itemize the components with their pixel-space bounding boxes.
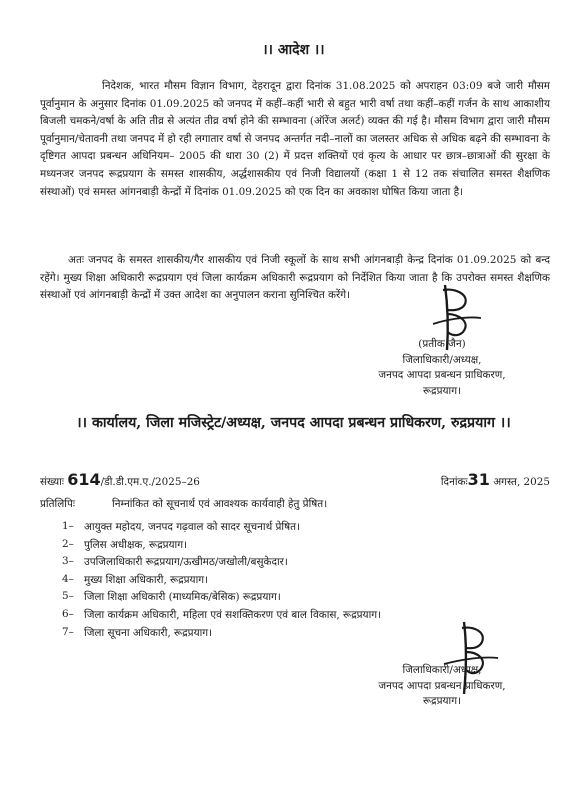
recipient-number: 5– xyxy=(62,590,74,603)
signatory-organization: जनपद आपदा प्रबन्धन प्राधिकरण, xyxy=(378,679,506,692)
list-item xyxy=(62,555,542,573)
reference-date-handwritten: 31 xyxy=(467,470,490,489)
recipient-text: मुख्य शिक्षा अधिकारी, रूद्रप्रयाग। xyxy=(84,573,209,586)
recipient-text: जिला कार्यक्रम अधिकारी, महिला एवं सशक्तिकरण एवं बाल विकास, रूद्रप्रयाग। xyxy=(84,608,382,621)
order-signature-block xyxy=(357,337,527,399)
recipient-text: उपजिलाधिकारी रूद्रप्रयाग/ऊखीमठ/जखोली/बसुकेदार। xyxy=(84,556,288,569)
list-item xyxy=(62,520,542,538)
office-heading: ।। कार्यालय, जिला मजिस्ट्रेट/अध्यक्ष, जनपद आपदा प्रबन्धन प्राधिकरण, रुद्रप्रयाग ।। xyxy=(76,415,511,431)
list-item xyxy=(62,573,542,591)
reference-date-label: दिनांकः xyxy=(440,476,468,488)
order-title: ।। आदेश ।। xyxy=(262,42,325,58)
reference-number-label: संख्याः xyxy=(40,476,64,488)
recipient-number: 6– xyxy=(62,607,74,620)
reference-number xyxy=(40,470,200,489)
recipient-number: 4– xyxy=(62,572,74,585)
list-item xyxy=(62,538,542,556)
recipient-text: जिला शिक्षा अधिकारी (माध्यमिक/बेसिक) रूद्रप्रयाग। xyxy=(84,591,281,604)
copy-signature-block xyxy=(357,663,527,710)
signatory-organization: जनपद आपदा प्रबन्धन प्राधिकरण, xyxy=(378,369,506,381)
reference-date-suffix: अगस्त, 2025 xyxy=(493,476,550,488)
signatory-place: रूद्रप्रयाग। xyxy=(422,384,461,397)
recipient-number: 2– xyxy=(62,537,74,550)
order-paragraph-2: अतः जनपद के समस्त शासकीय/गैर शासकीय एवं निजी स्कूलों के साथ सभी आंगनबाड़ी केन्द्र दिनांक 01.09.2025 को बन्द रहेंगे। मुख्य शिक्षा अधिकारी रूद्रप्रयाग एवं जिला कार्यक्रम अधिकारी रूद्रप्रयाग को निर्देशित किया जाता है कि उपरोक्त समस्त शैक्षणिक संस्थाओं एवं आंगनबाड़ी केन्द्रों में उक्त आदेश का अनुपालन कराना सुनिश्चित करेंगे। xyxy=(40,254,550,302)
recipient-number: 3– xyxy=(62,555,74,568)
reference-number-suffix: /डी.डी.एम.ए./2025–26 xyxy=(100,476,200,488)
recipient-text: आयुक्त महोदय, जनपद गढ़वाल को सादर सूचनार्थ प्रेषित। xyxy=(84,521,300,533)
recipient-number: 1– xyxy=(62,520,74,532)
copy-to-label: प्रतिलिपिः xyxy=(40,498,75,510)
signatory-place: रूद्रप्रयाग। xyxy=(422,695,461,707)
recipient-text: जिला सूचना अधिकारी, रूद्रप्रयाग। xyxy=(84,626,213,639)
copy-to-intro: निम्नांकित को सूचनार्थ एवं आवश्यक कार्यवाही हेतु प्रेषित। xyxy=(112,498,328,510)
order-paragraph-1: निदेशक, भारत मौसम विज्ञान विभाग, देहरादून द्वारा दिनांक 31.08.2025 को अपराहन 03:09 बजे जारी मौसम पूर्वानुमान के अनुसार दिनांक 01.09.2025 को जनपद में कहीं–कहीं भारी से बहुत भारी वर्षा तथा कहीं–कहीं गर्जन के साथ आकाशीय बिजली चमकने/वर्षा के अति तीव्र से अत्यंत तीव्र वर्षा होने की सम्भावना (ऑरेंज अलर्ट) व्यक्त की गई है। मौसम विभाग द्वारा जारी मौसम पूर्वानुमान/चेतावनी तथा जनपद में हो रही लगातार वर्षा से जनपद अन्तर्गत नदी–नालों का जलस्तर अधिक से अधिक बढ़ने की सम्भावना के दृष्टिगत आपदा प्रबन्धन अधिनियम– 2005 की धारा 30 (2) में प्रदत्त शक्तियों एवं कृत्य के आधार पर छात्र–छात्राओं की सुरक्षा के मध्यनजर जनपद रूद्रप्रयाग के समस्त शासकीय, अर्द्धशासकीय एवं निजी विद्यालयों (कक्षा 1 से 12 तक संचालित समस्त शैक्षणिक संस्थाओं) एवं समस्त आंगनबाड़ी केन्द्रों में दिनांक 01.09.2025 को एक दिन का अवकाश घोषित किया जाता है। xyxy=(40,80,550,198)
signatory-name: (प्रतीक जैन) xyxy=(418,338,466,350)
signatory-designation: जिलाधिकारी/अध्यक्ष, xyxy=(402,664,482,676)
recipient-text: पुलिस अधीक्षक, रूद्रप्रयाग। xyxy=(84,538,188,551)
signatory-designation: जिलाधिकारी/अध्यक्ष, xyxy=(402,353,482,366)
reference-date xyxy=(441,470,550,489)
recipient-number: 7– xyxy=(62,625,74,638)
list-item xyxy=(62,590,542,608)
reference-row xyxy=(40,470,550,490)
reference-number-handwritten: 614 xyxy=(67,470,101,489)
